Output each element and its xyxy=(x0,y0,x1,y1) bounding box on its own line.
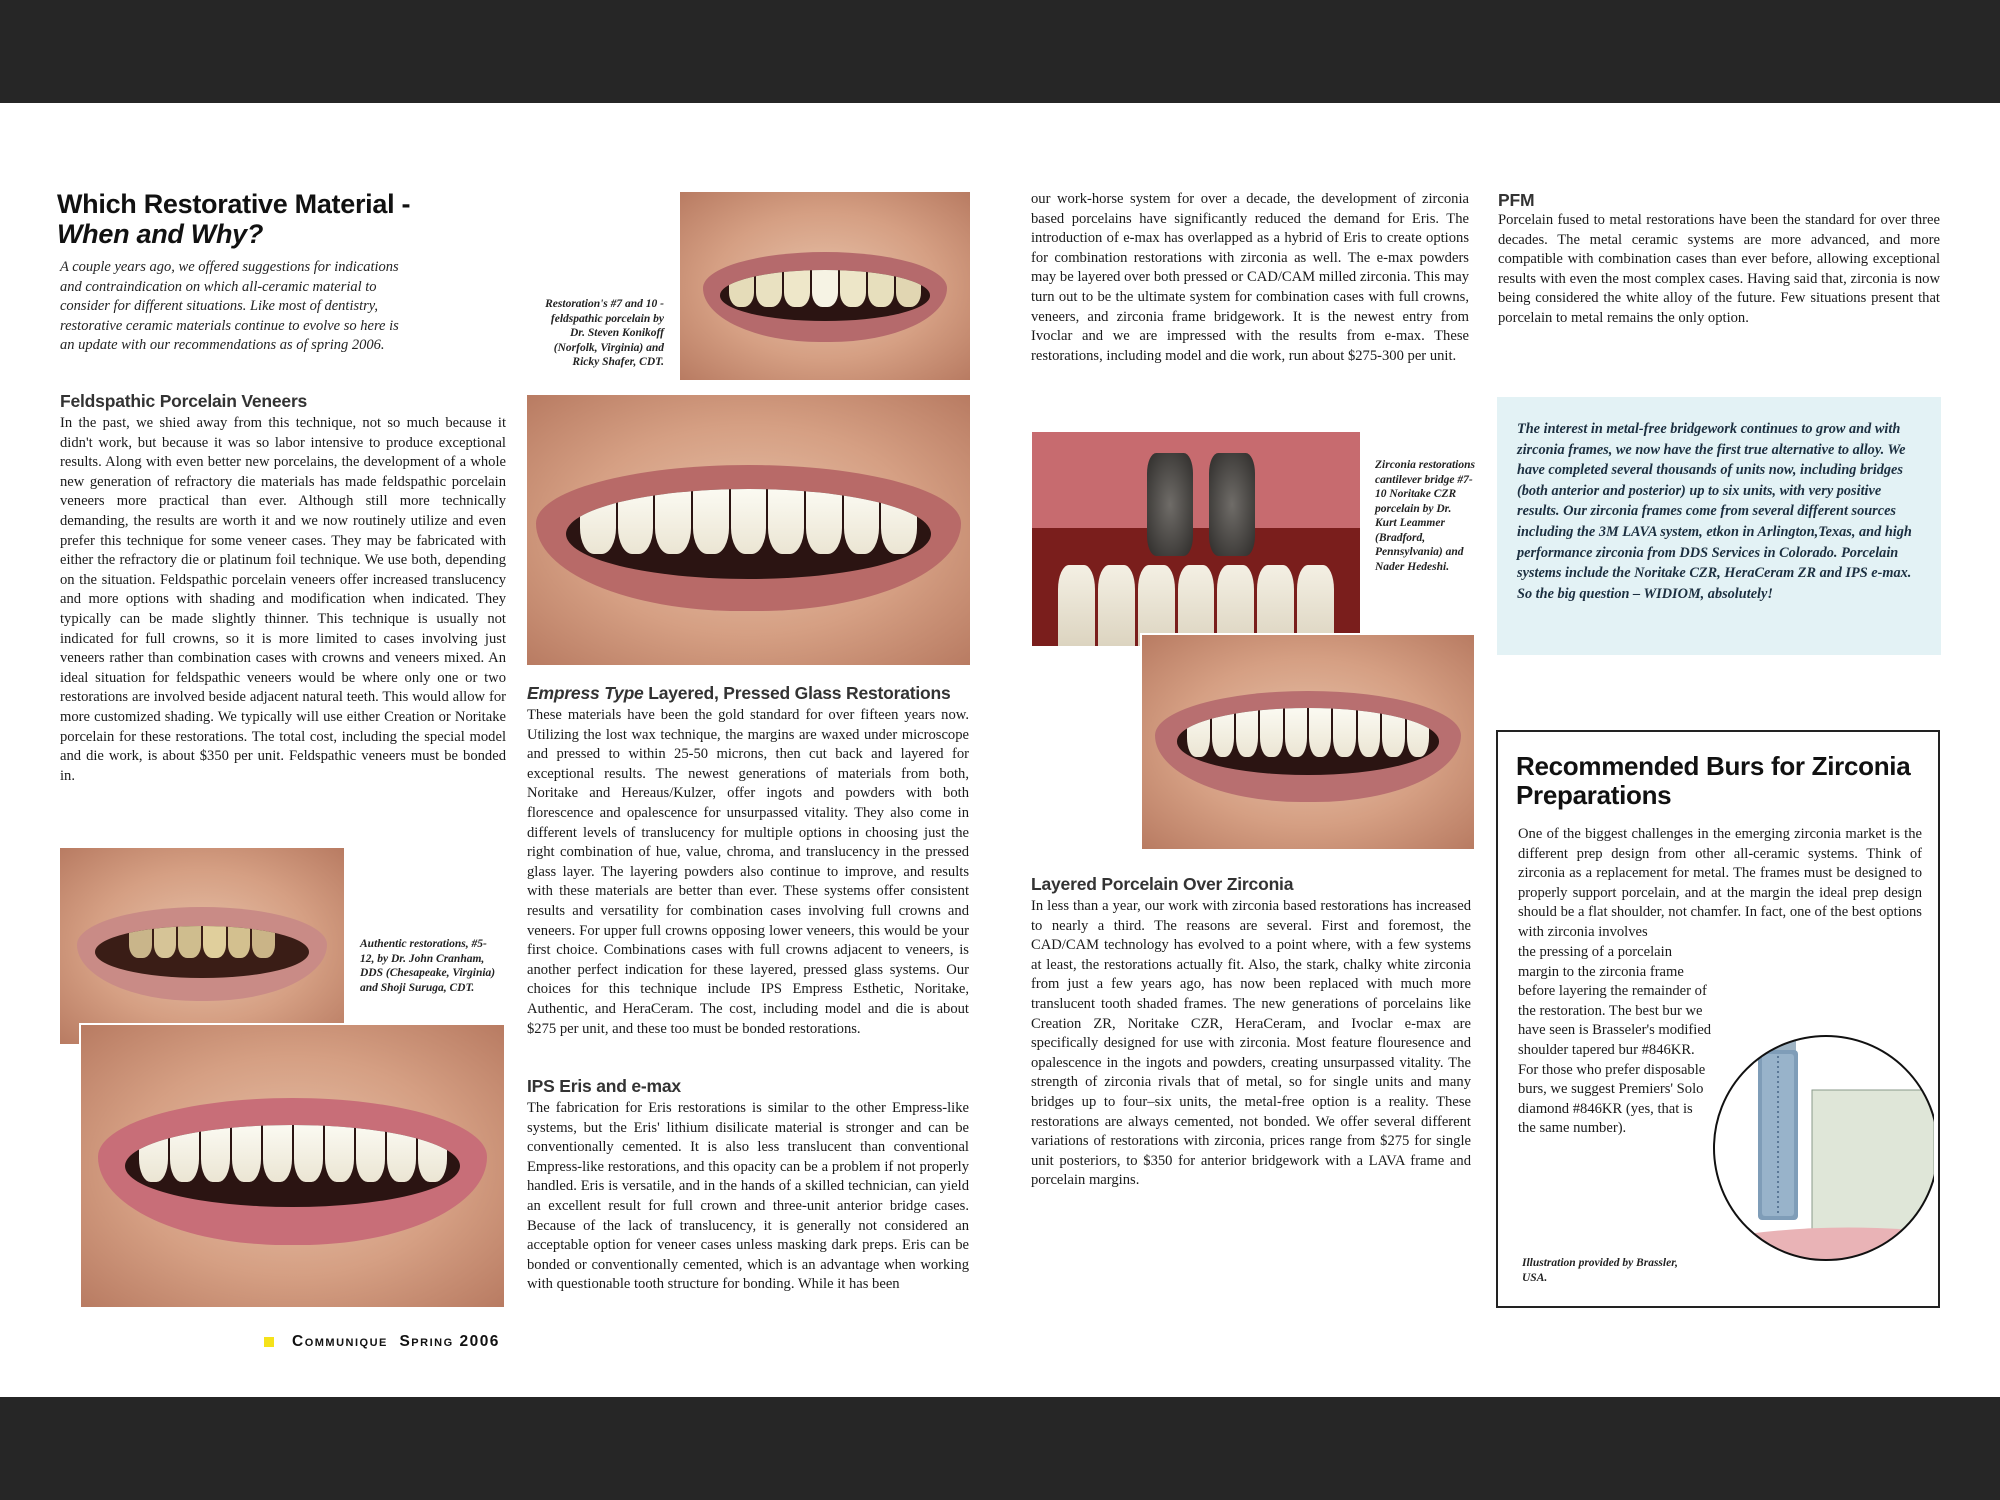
empress-heading xyxy=(527,682,997,704)
photo-feldspathic-after xyxy=(525,393,972,667)
burs-title-line-1: Recommended Burs for Zirconia xyxy=(1516,751,1911,781)
footer-accent-square xyxy=(264,1337,274,1347)
photo-feldspathic-before xyxy=(678,190,972,382)
empress-heading-rest: Layered, Pressed Glass Restorations xyxy=(643,683,951,703)
burs-body-narrow: the pressing of a porcelain margin to the zirconia frame before layering the remainder of the restoration. The best bur we have seen is Brasseler's modified shoulder tapered bur #846KR. For those who prefer disposable burs, we suggest Premiers' Solo diamond #846KR (yes, that is the same number). xyxy=(1518,944,1712,1137)
top-band xyxy=(0,0,2000,103)
photo-after-smile xyxy=(79,1023,506,1309)
burs-title xyxy=(1516,752,1926,810)
burs-body-top: One of the biggest challenges in the emerging zirconia market is the different prep design from other all-ceramic systems. Think of zirconia as a replacement for metal. The frames must be designed to properly support porcelain, and at the margin the ideal prep design should be a flat shoulder, not chamfer. In fact, one of the best options with zirconia involves xyxy=(1518,826,1922,940)
burs-credit: Illustration provided by Brassler, USA. xyxy=(1522,1257,1678,1284)
feldspathic-body: In the past, we shied away from this technique, not so much because it didn't work, but because it was so labor intensive to produce exceptional results. Along with even better new porcelains, the development of a whole new generation of refractory die materials has made feldspathic porcelain veneers more practical than ever. Although still more technically demanding, the results are worth it and we now routinely utilize and even prefer this technique for some veneer cases. They may be fabricated with either the refractory die or platinum foil technique. We use both, depending on the situation. Feldspathic porcelain veneers offer increased translucency and more options with shading and modification when indicated. They typically can be made slightly thinner. This technique is usually not indicated for full crowns, so it is more limited to cases involving just veneers rather than combination cases with crowns and veneers mixed. An ideal situation for feldspathic veneers would be where only one or two restorations are involved beside adjacent natural teeth. This would allow for more customized shading. We typically will use either Creation or Noritake porcelain for these restorations. The total cost, including the special model and die work, is about $350 per unit. Feldspathic veneers must be bonded in. xyxy=(60,415,506,784)
callout-text: The interest in metal-free bridgework continues to grow and with zirconia frames, we now have the first true alternative to alloy. We have completed several thousands of units now, including bridges (both anterior and posterior) up to six units, with very positive results. Our zirconia frames come from several different sources including the 3M LAVA system, etkon in Arlington,Texas, and high performance zirconia from DDS Services in Colorado. Porcelain systems include the Noritake CZR, HeraCeram ZR and IPS e-max. So the big question – WIDIOM, absolutely! xyxy=(1517,421,1912,602)
caption-zirconia-photo: Zirconia restorations cantilever bridge #7-10 Noritake CZR porcelain by Dr. Kurt Leammer (Bradford, Pennsylvania) and Nader Hedeshi. xyxy=(1375,459,1476,573)
article-title xyxy=(57,189,437,249)
caption-top-photo: Restoration's #7 and 10 - feldspathic porcelain by Dr. Steven Konikoff (Norfolk, Virginia) and Ricky Shafer, CDT. xyxy=(545,298,664,368)
article-intro: A couple years ago, we offered suggestions for indications and contraindication on which all-ceramic material to consider for different situations. Like most of dentistry, restorative ceramic materials continue to evolve so here is an update with our recommendations as of spring 2006. xyxy=(60,259,399,353)
footer-text: Communique Spring 2006 xyxy=(292,1333,500,1350)
page-footer xyxy=(264,1333,500,1351)
bur-illustration xyxy=(1708,970,1934,1270)
pfm-heading: PFM xyxy=(1498,190,1535,210)
feldspathic-heading: Feldspathic Porcelain Veneers xyxy=(60,391,308,411)
callout-box xyxy=(1497,397,1941,655)
title-line-2: When and Why? xyxy=(57,219,264,249)
photo-zirconia-preps xyxy=(1030,430,1362,648)
eris-heading: IPS Eris and e-max xyxy=(527,1076,681,1096)
bottom-band xyxy=(0,1397,2000,1500)
title-line-1: Which Restorative Material - xyxy=(57,189,411,219)
burs-box xyxy=(1496,730,1940,1308)
zirconia-heading: Layered Porcelain Over Zirconia xyxy=(1031,874,1294,894)
empress-heading-italic: Empress Type xyxy=(527,683,644,703)
eris-body: The fabrication for Eris restorations is similar to the other Empress-like systems, but the Eris' lithium disilicate material is stronger and can be conventionally cemented. It is also less translucent than conventional Empress-like restorations, and this opacity can be a problem if not properly handled. Eris is versatile, and in the hands of a skilled technician, can yield an excellent result for full crown and three-unit anterior bridge cases. Because of the lack of translucency, it is generally not considered an acceptable option for veneer cases unless masking dark preps. Eris can be bonded or conventionally cemented, which is an advantage when working with questionable tooth structure for bonding. While it has been xyxy=(527,1100,969,1293)
caption-left-photo: Authentic restorations, #5-12, by Dr. John Cranham, DDS (Chesapeake, Virginia) and Shoji Suruga, CDT. xyxy=(360,938,496,994)
zirconia-body: In less than a year, our work with zirconia based restorations has increased to nearly a third. The reasons are several. First and foremost, the CAD/CAM technology has evolved to a point where, with a few systems at least, the restorations actually fit. Also, the stark, chalky white zirconia from just a few years ago, has now been replaced with much more translucent tooth shaded frames. The new generations of porcelains like Creation ZR, Noritake CZR, HeraCeram, and Ivoclar e-max are specifically designed for use with zirconia. Most feature flouresence and opalescence in the ingots and powders, creating unsurpassed vitality. The strength of zirconia rivals that of metal, so for single units and many bridges up to four–six units, the metal-free option is a reality. These restorations are always cemented, not bonded. We offer several different variations of restorations with zirconia, prices range from $275 for single unit posteriors, to $350 for anterior bridgework with a LAVA frame and porcelain margins. xyxy=(1031,898,1471,1189)
empress-body: These materials have been the gold standard for over fifteen years now. Utilizing the lost wax technique, the margins are waxed under microscope and pressed to within 25-50 microns, then cut back and layered for exceptional results. The newest generations of materials from both, Noritake and Hereaus/Kulzer, offer ingots and powders with both florescence and opalescence for unsurpassed vitality. They also come in different levels of translucency for multiple options in choosing just the right combination of hue, value, chroma, and translucency in the pressed glass layer. The layering powders also continue to improve, and results with these materials are better than ever. These systems offer consistent results and versatility for combination cases involving full crowns and veneers. For upper full crowns opposing lower veneers, this would be your first choice. Combinations cases with full crowns adjacent to veneers, is another perfect indication for these layered, pressed glass systems. Our choices for this technique include IPS Empress Esthetic, Noritake, Authentic, and HeraCeram. The cost, including model and die is about $275 per unit, and these too must be bonded restorations. xyxy=(527,707,969,1037)
burs-title-line-2: Preparations xyxy=(1516,780,1672,810)
photo-zirconia-result xyxy=(1140,633,1476,851)
pfm-body: Porcelain fused to metal restorations have been the standard for over three decades. The metal ceramic systems are more advanced, and more compatible with combination cases than ever before, allowing exceptional results with even the most complex cases. Having said that, zirconia is now being considered the white alloy of the future. Few situations present that porcelain to metal remains the only option. xyxy=(1498,212,1940,326)
photo-before-smile xyxy=(58,846,346,1046)
eris-continued: our work-horse system for over a decade, the development of zirconia based porcelains have significantly reduced the demand for Eris. The introduction of e-max has overlapped as a hybrid of Eris to create options for combination restorations with zirconia as well. The e-max powders may be layered over both pressed or CAD/CAM milled zirconia. This may turn out to be the ultimate system for combination cases with full crowns, veneers, and zirconia frame bridgework. It is the newest entry from Ivoclar and we are impressed with the results from e-max. These restorations, including model and die work, run about $275-300 per unit. xyxy=(1031,191,1469,364)
